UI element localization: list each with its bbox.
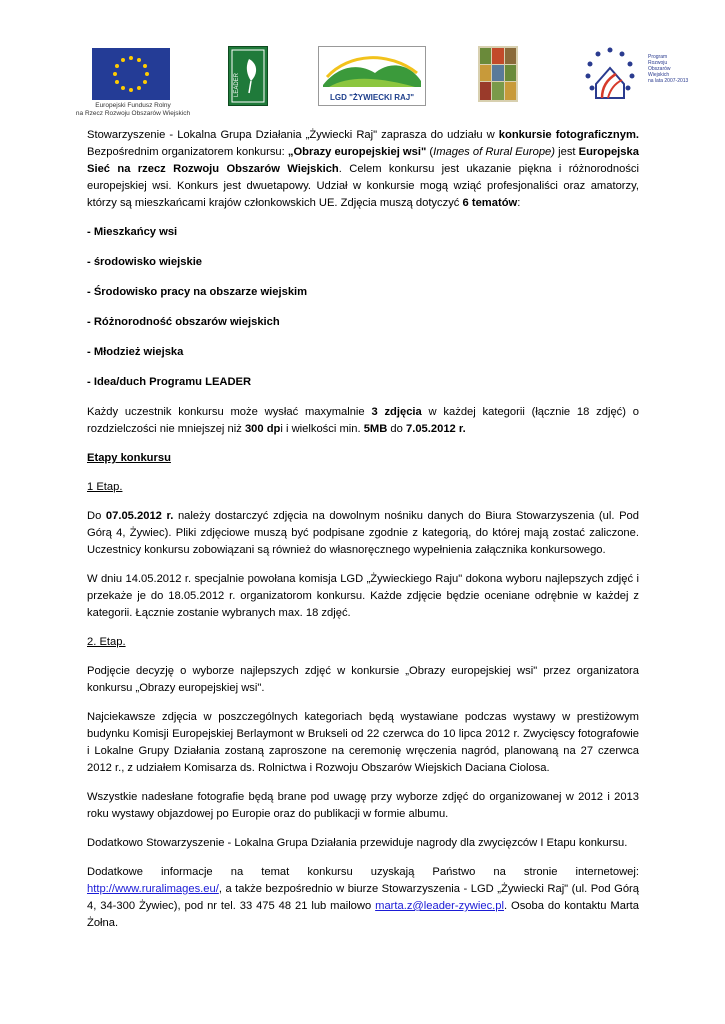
leader-text: LEADER bbox=[234, 72, 240, 97]
emblem-mosaic-icon bbox=[478, 46, 518, 102]
limits-paragraph bbox=[87, 404, 639, 438]
email-link[interactable]: marta.z@leader-zywiec.pl bbox=[375, 900, 504, 912]
stage-2-paragraph-2: Najciekawsze zdjęcia w poszczególnych kategoriach będą wystawiane podczas wystawy w prestiżowym budynku Komisji Europejskiej Berlaymont w Brukseli od 22 czerwca do 10 lipca 2012 r. Zwycięscy fotografowie i Lokalne Grupy Działania zostaną zaproszone na ceremonię wręczenia nagród, planowaną na 27 czerwca 2012 r., z udziałem Komisarza ds. Rolnictwa i Rozwoju Obszarów Wiejskich Daciana Ciolosa. bbox=[87, 711, 639, 774]
prow-caption bbox=[648, 54, 688, 84]
contact-text-3: . Osoba do kontaktu Marta Żołna. bbox=[87, 900, 640, 929]
topic-item: - Mieszkańcy wsi bbox=[87, 226, 178, 238]
stage-1-paragraph-2: W dniu 14.05.2012 r. specjalnie powołana komisja LGD „Żywieckiego Raju" dokona wyboru najlepszych zdjęć i przekaże je do 18.05.2012 r. organizatorom konkursu. Każde zdjęcie będzie oceniane odrębnie w każdej z kategorii. Łącznie zostanie wybranych max. 18 zdjęć. bbox=[87, 573, 639, 619]
intro-text-3: ( bbox=[426, 146, 434, 158]
contact-paragraph bbox=[87, 864, 639, 932]
stage-2-title: 2. Etap. bbox=[87, 636, 126, 648]
stage-2-paragraph-4: Dodatkowo Stowarzyszenie - Lokalna Grupa Działania przewiduje nagrody dla zwycięzców I Etapu konkursu. bbox=[87, 837, 628, 849]
local-emblem-logo bbox=[478, 46, 518, 102]
logo-bar bbox=[0, 44, 725, 124]
intro-text-6: : bbox=[517, 197, 521, 209]
intro-text-2: Bezpośrednim organizatorem konkursu: bbox=[87, 146, 288, 158]
limits-bold-photos: 3 zdjęcia bbox=[371, 406, 422, 418]
intro-italic-english: Images of Rural Europe) bbox=[433, 146, 555, 158]
intro-bold-topics: 6 tematów bbox=[462, 197, 518, 209]
limits-text-3: i i wielkości min. bbox=[280, 423, 364, 435]
eu-caption-line-2: na Rzecz Rozwoju Obszarów Wiejskich bbox=[75, 110, 191, 117]
topic-item: - środowisko wiejskie bbox=[87, 256, 203, 268]
leader-logo bbox=[228, 46, 268, 106]
topic-item: - Młodzież wiejska bbox=[87, 346, 184, 358]
stage-1-bold-date: 07.05.2012 r. bbox=[105, 510, 174, 522]
intro-text-5: . Celem konkursu jest ukazanie piękna i różnorodności europejskiej wsi. Konkurs jest dwuetapowy. Udział w konkursie mogą wziąć profesjonaliści oraz amatorzy, którzy są mieszkańcami krajów członkowskich UE. Zdjęcia muszą dotyczyć bbox=[87, 163, 639, 209]
topic-item: - Różnorodność obszarów wiejskich bbox=[87, 316, 280, 328]
topics-list bbox=[87, 224, 639, 391]
stages-heading: Etapy konkursu bbox=[87, 452, 171, 464]
topic-item: - Środowisko pracy na obszarze wiejskim bbox=[87, 286, 308, 298]
limits-bold-deadline: 7.05.2012 r. bbox=[406, 423, 466, 435]
eu-flag-logo bbox=[92, 48, 170, 100]
topic-item: - Idea/duch Programu LEADER bbox=[87, 376, 252, 388]
intro-bold-title: „Obrazy europejskiej wsi" bbox=[287, 146, 427, 158]
document-body bbox=[87, 127, 639, 932]
ruralimages-link[interactable]: http://www.ruralimages.eu/ bbox=[87, 883, 219, 895]
stage-1-text: należy dostarczyć zdjęcia na dowolnym nośniku danych do Biura Stowarzyszenia (ul. Pod Górą 4, Żywiec). Pliki zdjęciowe muszą być podpisane zgodnie z kategorią, do której mają zostać zaliczone. Uczestnicy konkursu zobowiązani są również do własnoręcznego wypełnienia załącznika konkursowego. bbox=[87, 510, 639, 556]
intro-text-4: jest bbox=[555, 146, 579, 158]
lgd-text: LGD "ŻYWIECKI RAJ" bbox=[329, 93, 415, 102]
stage-1-text-pre: Do bbox=[87, 510, 106, 522]
contact-text-1: Dodatkowe informacje na temat konkursu uzyskają Państwo na stronie internetowej: bbox=[87, 866, 639, 878]
limits-text-2: w każdej kategorii (łącznie 18 zdjęć) o rozdzielczości nie mniejszej niż bbox=[87, 406, 640, 435]
intro-bold-network: Europejska Sieć na rzecz Rozwoju Obszarów Wiejskich bbox=[87, 146, 639, 175]
leader-leaf-icon bbox=[229, 47, 267, 105]
limits-bold-size: 5MB bbox=[363, 423, 388, 435]
limits-text-4: do bbox=[387, 423, 406, 435]
lgd-zywiecki-raj-logo bbox=[318, 46, 426, 106]
stage-1-paragraph-1 bbox=[87, 508, 639, 559]
contact-text-2: , a także bezpośrednio w biurze Stowarzyszenia - LGD „Żywiecki Raj" (ul. Pod Górą 4, 34-300 Żywiec), pod nr tel. 33 475 48 21 lub mailowo bbox=[87, 883, 639, 912]
mountains-icon bbox=[319, 47, 425, 105]
prow-line-2: Rozwoju bbox=[648, 60, 668, 66]
prow-line-5: na lata 2007-2013 bbox=[648, 78, 689, 84]
prow-line-3: Obszarów bbox=[648, 66, 671, 72]
stage-2-paragraph-3: Wszystkie nadesłane fotografie będą brane pod uwagę przy wyborze zdjęć do organizowanej w 2012 i 2013 roku wystawy objazdowej po Europie oraz do publikacji w formie albumu. bbox=[87, 791, 639, 820]
stage-1-title: 1 Etap. bbox=[87, 481, 123, 493]
intro-text-1: Stowarzyszenie - Lokalna Grupa Działania „Żywiecki Raj" zaprasza do udziału w bbox=[87, 129, 499, 141]
eu-stars-icon bbox=[92, 48, 170, 100]
limits-text-1: Każdy uczestnik konkursu może wysłać maxymalnie bbox=[87, 406, 372, 418]
prow-line-4: Wiejskich bbox=[648, 72, 670, 78]
prow-stars-house-icon bbox=[572, 44, 648, 108]
limits-bold-dpi: 300 dp bbox=[244, 423, 281, 435]
eu-caption bbox=[58, 102, 208, 118]
stage-2-paragraph-1: Podjęcie decyzję o wyborze najlepszych zdjęć w konkursie „Obrazy europejskiej wsi" przez organizatora konkursu „Obrazy europejskiej wsi". bbox=[87, 665, 639, 694]
eu-caption-line-1: Europejski Fundusz Rolny bbox=[95, 102, 171, 109]
intro-paragraph bbox=[87, 127, 639, 212]
prow-line-1: Program bbox=[648, 54, 668, 60]
intro-bold-contest: konkursie fotograficznym. bbox=[498, 129, 639, 141]
